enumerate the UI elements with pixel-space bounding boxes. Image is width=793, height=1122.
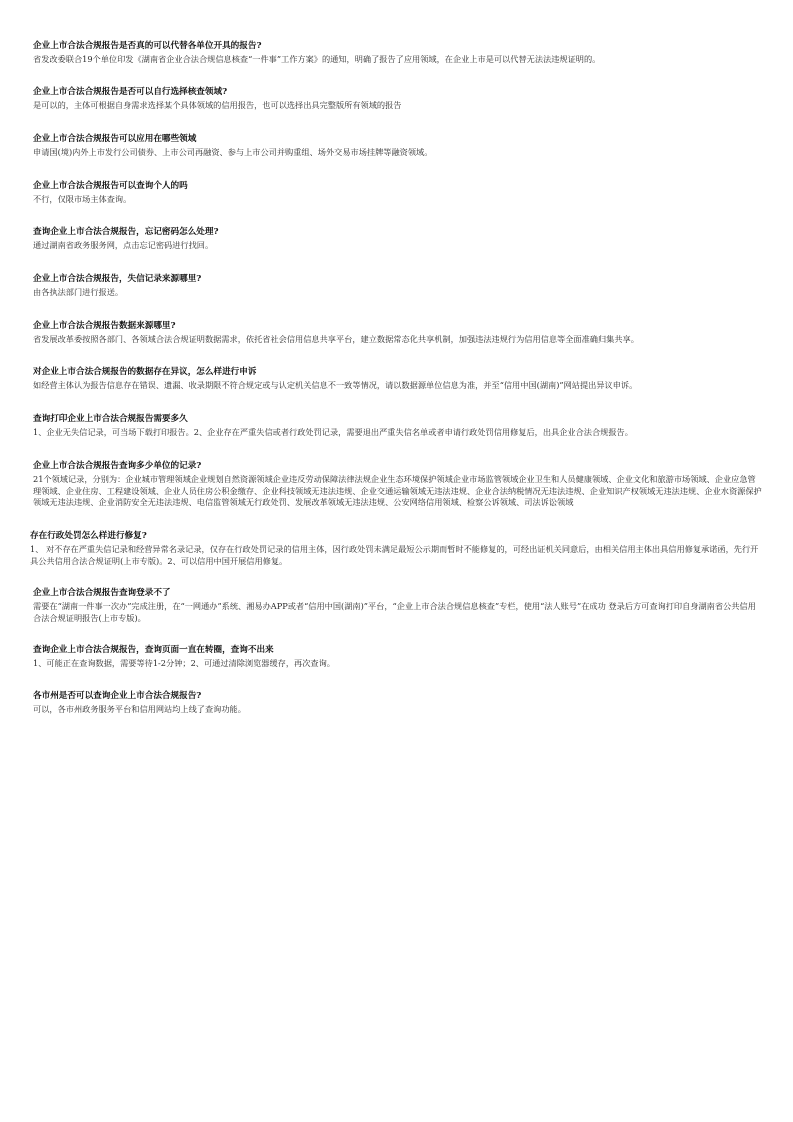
faq-question: 企业上市合法合规报告是否可以自行选择核查领域? <box>33 87 228 97</box>
faq-item <box>33 226 763 252</box>
faq-question: 查询企业上市合法合规报告，查询页面一直在转圈，查询不出来 <box>33 645 274 655</box>
faq-question: 企业上市合法合规报告数据来源哪里? <box>33 321 176 331</box>
faq-question: 查询打印企业上市合法合规报告需要多久 <box>33 414 188 424</box>
faq-answer: 省发改委联合19个单位印发《湖南省企业合法合规信息核查“一件事”工作方案》的通知，明确了报告了应用领域，在企业上市是可以代替无法法违规证明的。 <box>33 54 601 64</box>
faq-item <box>33 86 763 112</box>
faq-question: 企业上市合法合规报告，失信记录来源哪里? <box>33 274 202 284</box>
faq-question: 存在行政处罚怎么样进行修复? <box>30 531 147 541</box>
faq-question: 企业上市合法合规报告可以查询个人的吗 <box>33 181 188 191</box>
faq-answer: 可以，各市州政务服务平台和信用网站均上线了查询功能。 <box>33 704 246 714</box>
faq-item <box>33 180 763 206</box>
faq-item <box>33 413 763 439</box>
faq-question: 查询企业上市合法合规报告，忘记密码怎么处理? <box>33 227 219 237</box>
faq-item <box>33 644 763 670</box>
faq-question: 企业上市合法合规报告查询多少单位的记录? <box>33 461 202 471</box>
faq-item <box>33 366 763 392</box>
faq-item <box>33 40 763 66</box>
faq-answer: 是可以的，主体可根据自身需求选择某个具体领域的信用报告，也可以选择出具完整版所有领域的报告 <box>33 100 402 110</box>
faq-question: 对企业上市合法合规报告的数据存在异议，怎么样进行申诉 <box>33 367 257 377</box>
faq-answer: 21个领域记录，分别为：企业城市管理领域企业规划自然资源领域企业违反劳动保障法律法规企业生态环境保护领域企业市场监管领域企业卫生和人员健康领域、企业文化和旅游市场领域、企业应急管理领域、企业住房、工程建设领域、企业人员住房公积金缴存、企业科技领域无违法违规、企业交通运输领域无违法违规、企业合法纳税情况无违法违规、企业知识产权领域无违法违规、企业水资源保护领域无违法违规、企业消防安全无违法违规、电信监管领域无行政处罚、发展改革领域无违法违规、公安网络信用领域、检察公诉领域、司法诉讼领域 <box>33 474 762 507</box>
faq-answer: 1、可能正在查询数据，需要等待1-2分钟；2、可通过清除浏览器缓存，再次查询。 <box>33 658 335 668</box>
faq-answer: 1、企业无失信记录，可当场下载打印报告。2、企业存在严重失信或者行政处罚记录，需要退出严重失信名单或者申请行政处罚信用修复后，出具企业合法合规报告。 <box>33 427 633 437</box>
faq-item <box>30 530 760 567</box>
faq-question: 企业上市合法合规报告查询登录不了 <box>33 588 171 598</box>
faq-item <box>33 690 763 716</box>
faq-item <box>33 273 763 299</box>
faq-answer: 由各执法部门进行报送。 <box>33 287 124 297</box>
faq-answer: 1、 对不存在严重失信记录和经营异常名录记录，仅存在行政处罚记录的信用主体，因行政处罚未满足最短公示期而暂时不能修复的，可经出证机关同意后，由相关信用主体出具信用修复承诺函，先行开具公共信用合法合规证明(上市专版)。2、可以信用中国开展信用修复。 <box>30 544 759 566</box>
faq-answer: 申请国(境)内外上市发行公司债券、上市公司再融资、参与上市公司并购重组、场外交易市场挂牌等融资领域。 <box>33 147 433 157</box>
faq-answer: 需要在“湖南一件事一次办”完成注册，在“一网通办”系统、湘易办APP或者“信用中国(湖南)”平台，“企业上市合法合规信息核查”专栏，使用“法人账号”在成功 登录后方可查询打印自身湖南省公共信用合法合规证明报告(上市专版)。 <box>33 601 756 623</box>
faq-answer: 如经营主体认为报告信息存在错误、遗漏、收录期限不符合规定或与认定机关信息不一致等情况，请以数据源单位信息为准，并至“信用中国(湖南)”网站提出异议申诉。 <box>33 380 638 390</box>
faq-item <box>33 460 763 509</box>
faq-item <box>33 587 763 624</box>
faq-item <box>33 133 763 159</box>
faq-item <box>33 320 763 346</box>
faq-answer: 省发展改革委按照各部门、各领域合法合规证明数据需求，依托省社会信用信息共享平台，建立数据常态化共享机制，加强违法违规行为信用信息等全面准确归集共享。 <box>33 334 639 344</box>
faq-question: 企业上市合法合规报告是否真的可以代替各单位开具的报告? <box>33 41 262 51</box>
faq-question: 企业上市合法合规报告可以应用在哪些领域 <box>33 134 197 144</box>
faq-answer: 不行，仅限市场主体查询。 <box>33 194 132 204</box>
faq-answer: 通过湖南省政务服务网，点击忘记密码进行找回。 <box>33 240 214 250</box>
faq-question: 各市州是否可以查询企业上市合法合规报告? <box>33 691 202 701</box>
